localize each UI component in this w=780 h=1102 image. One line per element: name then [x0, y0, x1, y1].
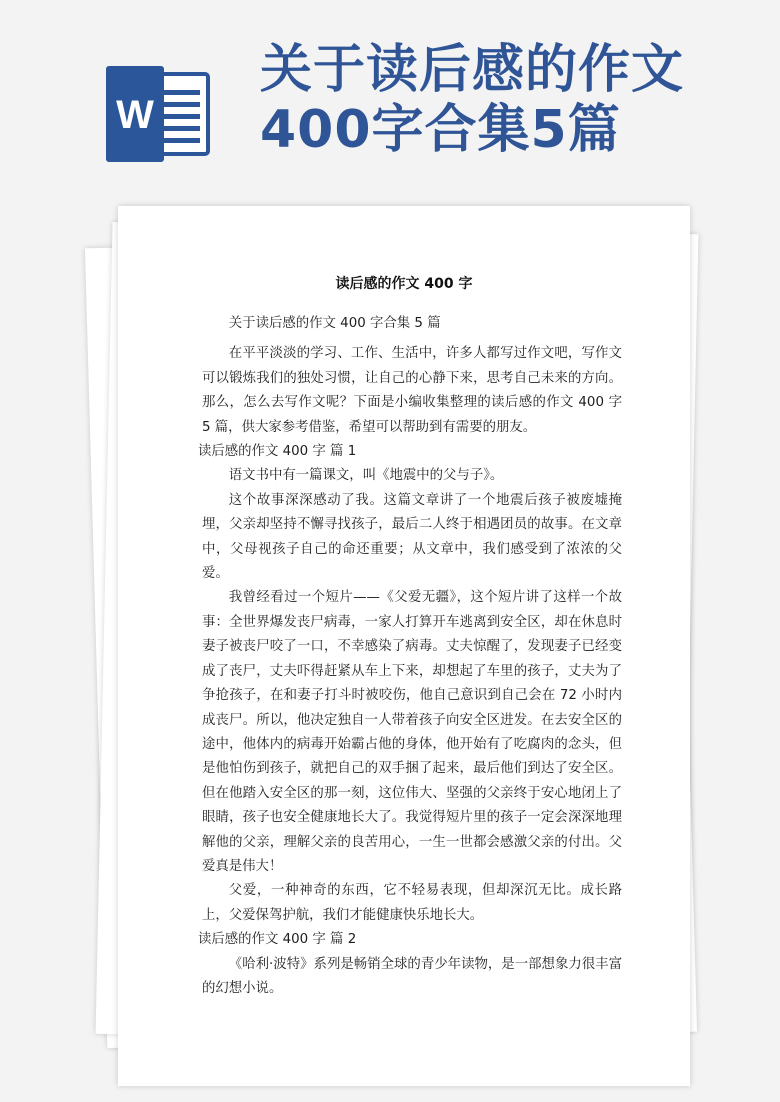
- paragraph: 语文书中有一篇课文，叫《地震中的父与子》。: [228, 468, 504, 484]
- page-title: [260, 40, 765, 160]
- document-page: [118, 206, 690, 1086]
- paragraph: 这个故事深深感动了我。这篇文章讲了一个地震后孩子被废墟掩埋，父亲却坚持不懈寻找孩子，最后二人终于相遇团员的故事。在文章中，父母视孩子自己的命还重要；从文章中，我们感受到了浓浓的父爱。: [202, 492, 622, 582]
- document-subtitle: 关于读后感的作文 400 字合集 5 篇: [228, 316, 441, 331]
- document-title: 读后感的作文 400 字: [335, 276, 473, 292]
- title-line-2: 400字合集5篇: [260, 100, 621, 160]
- paragraph: 在平平淡淡的学习、工作、生活中，许多人都写过作文吧，写作文可以锻炼我们的独处习惯，让自己的心静下来，思考自己未来的方向。那么，怎么去写作文呢？下面是小编收集整理的读后感的作文 400 字 5 篇，供大家参考借鉴，希望可以帮助到有需要的朋友。: [202, 346, 622, 435]
- section-heading: 读后感的作文 400 字 篇 1: [198, 444, 357, 460]
- document-body: [198, 312, 622, 1001]
- paragraph: 《哈利·波特》系列是畅销全球的青少年读物，是一部想象力很丰富的幻想小说。: [202, 956, 622, 996]
- paragraph: 我曾经看过一个短片——《父爱无疆》，这个短片讲了这样一个故事：全世界爆发丧尸病毒，一家人打算开车逃离到安全区，却在休息时妻子被丧尸咬了一口，不幸感染了病毒。丈夫惊醒了，发现妻子已经变成了丧尸，丈夫吓得赶紧从车上下来，却想起了车里的孩子，丈夫为了争抢孩子，在和妻子打斗时被咬伤，他自己意识到自己会在 72 小时内成丧尸。所以，他决定独自一人带着孩子向安全区进发。在去安全区的途中，他体内的病毒开始霸占他的身体，他开始有了吃腐肉的念头，但是他怕伤到孩子，就把自己的双手捆了起来，最后他们到达了安全区。但在他踏入安全区的那一刻，这位伟大、坚强的父亲终于安心地闭上了眼睛，孩子也安全健康地长大了。我觉得短片里的孩子一定会深深地理解他的父亲，理解父亲的良苦用心，一生一世都会感激父亲的付出。父爱真是伟大！: [202, 590, 622, 874]
- paragraph: 父爱，一种神奇的东西，它不轻易表现，但却深沉无比。成长路上，父爱保驾护航，我们才能健康快乐地长大。: [202, 883, 622, 923]
- title-line-1: 关于读后感的作文: [260, 40, 685, 100]
- logo-letter: W: [116, 93, 154, 137]
- word-document-icon: [104, 66, 212, 162]
- section-heading: 读后感的作文 400 字 篇 2: [198, 932, 357, 948]
- header-banner: [0, 0, 780, 210]
